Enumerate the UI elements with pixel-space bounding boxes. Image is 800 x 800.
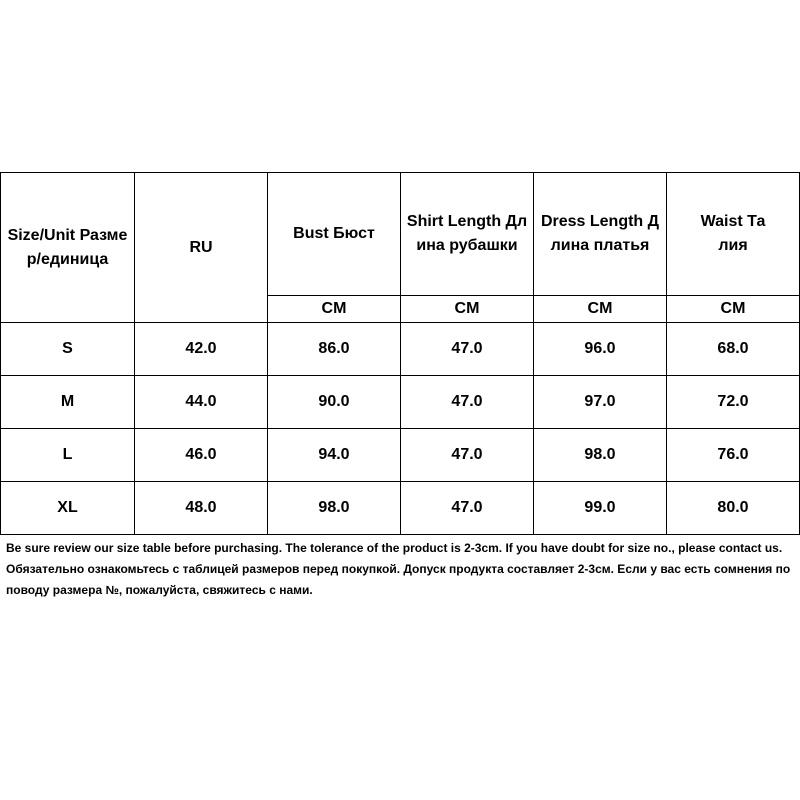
header-waist: Waist Талия [667,173,800,296]
cell-ru: 46.0 [135,429,268,482]
cell-dress-length: 98.0 [534,429,667,482]
cell-bust: 90.0 [268,376,401,429]
header-ru: RU [135,173,268,323]
table-row [1,482,800,535]
unit-bust: CM [268,296,401,323]
cell-dress-length: 99.0 [534,482,667,535]
cell-shirt-length: 47.0 [401,482,534,535]
cell-shirt-length: 47.0 [401,429,534,482]
unit-dress-length: CM [534,296,667,323]
cell-size: S [1,323,135,376]
cell-waist: 72.0 [667,376,800,429]
cell-waist: 80.0 [667,482,800,535]
table-row [1,323,800,376]
size-table [0,172,800,535]
cell-bust: 94.0 [268,429,401,482]
cell-ru: 44.0 [135,376,268,429]
table-row [1,376,800,429]
cell-size: M [1,376,135,429]
cell-shirt-length: 47.0 [401,376,534,429]
cell-bust: 86.0 [268,323,401,376]
cell-waist: 68.0 [667,323,800,376]
unit-shirt-length: CM [401,296,534,323]
header-bust: Bust Бюст [268,173,401,296]
unit-waist: CM [667,296,800,323]
cell-size: XL [1,482,135,535]
header-size-unit: Size/Unit Размер/единица [1,173,135,323]
table-row [1,429,800,482]
header-dress-length: Dress Length Длина платья [534,173,667,296]
cell-ru: 48.0 [135,482,268,535]
cell-ru: 42.0 [135,323,268,376]
note-english: Be sure review our size table before purchasing. The tolerance of the product is 2-3cm. If you have doubt for size no., please contact us. [6,541,783,555]
table-header-row [1,173,800,296]
cell-bust: 98.0 [268,482,401,535]
header-shirt-length: Shirt Length Длина рубашки [401,173,534,296]
note-russian: Обязательно ознакомьтесь с таблицей размеров перед покупкой. Допуск продукта составляет 2-3см. Если у вас есть сомнения по поводу размера №, пожалуйста, свяжитесь с нами. [6,562,791,597]
cell-waist: 76.0 [667,429,800,482]
cell-dress-length: 97.0 [534,376,667,429]
cell-size: L [1,429,135,482]
cell-shirt-length: 47.0 [401,323,534,376]
cell-dress-length: 96.0 [534,323,667,376]
size-notes [6,538,798,601]
